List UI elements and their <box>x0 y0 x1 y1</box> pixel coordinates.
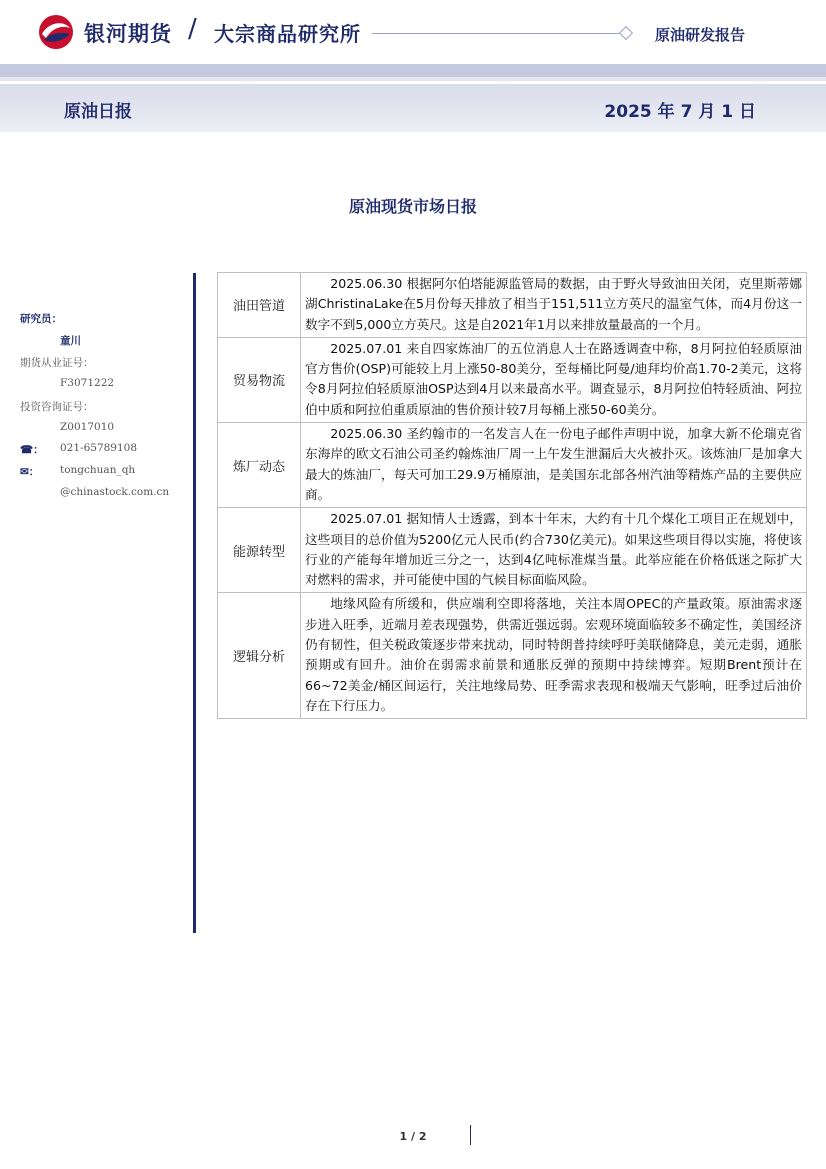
row-category: 油田管道 <box>218 273 301 338</box>
row-text: 2025.07.01 据知情人士透露，到本十年末，大约有十几个煤化工项目正在规划中，这些项目的总价值为5200亿元人民币(约合730亿美元)。如果这些项目得以实施，将使该行业的产能每年增加近三分之一，达到4亿吨标准煤当量。此举应能在价格低迷之际扩大对燃料的需求，并可能使中国的气候目标面临风险。 <box>301 508 807 593</box>
report-date: 2025 年 7 月 1 日 <box>604 102 756 122</box>
researcher-name: 童川 <box>60 335 81 347</box>
row-text: 2025.07.01 来自四家炼油厂的五位消息人士在路透调查中称，8月阿拉伯轻质原油官方售价(OSP)可能较上月上涨50-80美分，至每桶比阿曼/迪拜均价高1.70-2美元，这将令8月阿拉伯轻质原油OSP达到4月以来最高水平。调查显示，8月阿拉伯特轻质油、阿拉伯中质和阿拉伯重质原油的售价预计较7月每桶上涨50-60美分。 <box>301 337 807 422</box>
phone-number: 021-65789108 <box>60 442 138 454</box>
sidebar-divider <box>193 273 196 933</box>
institute-name: 大宗商品研究所 <box>214 22 361 46</box>
header-band <box>0 64 826 77</box>
header-band-thin <box>0 77 826 81</box>
table-row <box>218 593 807 719</box>
report-type: 原油研发报告 <box>655 26 746 44</box>
news-table <box>217 272 807 719</box>
email-icon: ✉： <box>20 466 40 478</box>
row-text: 2025.06.30 圣约翰市的一名发言人在一份电子邮件声明中说，加拿大新不伦瑞克省东海岸的欧文石油公司圣约翰炼油厂周一上午发生泄漏后大火被扑灭。该炼油厂是加拿大最大的炼油厂，每天可加工29.9万桶原油，是美国东北部各州汽油等精炼产品的主要供应商。 <box>301 423 807 508</box>
row-category: 能源转型 <box>218 508 301 593</box>
row-category: 贸易物流 <box>218 337 301 422</box>
license-number: F3071222 <box>60 377 115 389</box>
row-text: 地缘风险有所缓和，供应端利空即将落地，关注本周OPEC的产量政策。原油需求逐步进入旺季，近端月差表现强势，供需近强远弱。宏观环境面临较多不确定性，美国经济仍有韧性，但关税政策逐步带来扰动，同时特朗普持续呼吁美联储降息，美元走弱，通胀预期或有回升。油价在弱需求前景和通胀反弹的预期中持续博弈。短期Brent预计在66~72美金/桶区间运行，关注地缘局势、旺季需求表现和极端天气影响，旺季过后油价存在下行压力。 <box>301 593 807 719</box>
license-label: 期货从业证号： <box>20 357 94 369</box>
phone-icon: ☎： <box>20 444 44 456</box>
galaxy-futures-logo-icon <box>36 14 76 50</box>
page-title: 原油现货市场日报 <box>348 197 477 216</box>
diamond-icon <box>619 26 633 40</box>
table-row <box>218 337 807 422</box>
header-rule <box>372 33 622 34</box>
researcher-label: 研究员： <box>20 313 62 325</box>
brand-name: 银河期货 <box>84 22 172 46</box>
table-row <box>218 508 807 593</box>
email-line-2: @chinastock.com.cn <box>60 486 170 498</box>
table-row <box>218 423 807 508</box>
row-text: 2025.06.30 根据阿尔伯塔能源监管局的数据，由于野火导致油田关闭，克里斯蒂娜湖ChristinaLake在5月份每天排放了相当于151,511立方英尺的温室气体，而4月份这一数字不到5,000立方英尺。这是自2021年1月以来排放量最高的一个月。 <box>301 273 807 338</box>
page-number: 1 / 2 <box>399 1130 427 1143</box>
header-divider: / <box>188 14 197 44</box>
advisor-number: Z0017010 <box>60 421 115 433</box>
row-category: 炼厂动态 <box>218 423 301 508</box>
table-row <box>218 273 807 338</box>
email-line-1: tongchuan_qh <box>60 464 136 476</box>
daily-label: 原油日报 <box>64 102 132 122</box>
row-category: 逻辑分析 <box>218 593 301 719</box>
advisor-label: 投资咨询证号： <box>20 401 94 413</box>
